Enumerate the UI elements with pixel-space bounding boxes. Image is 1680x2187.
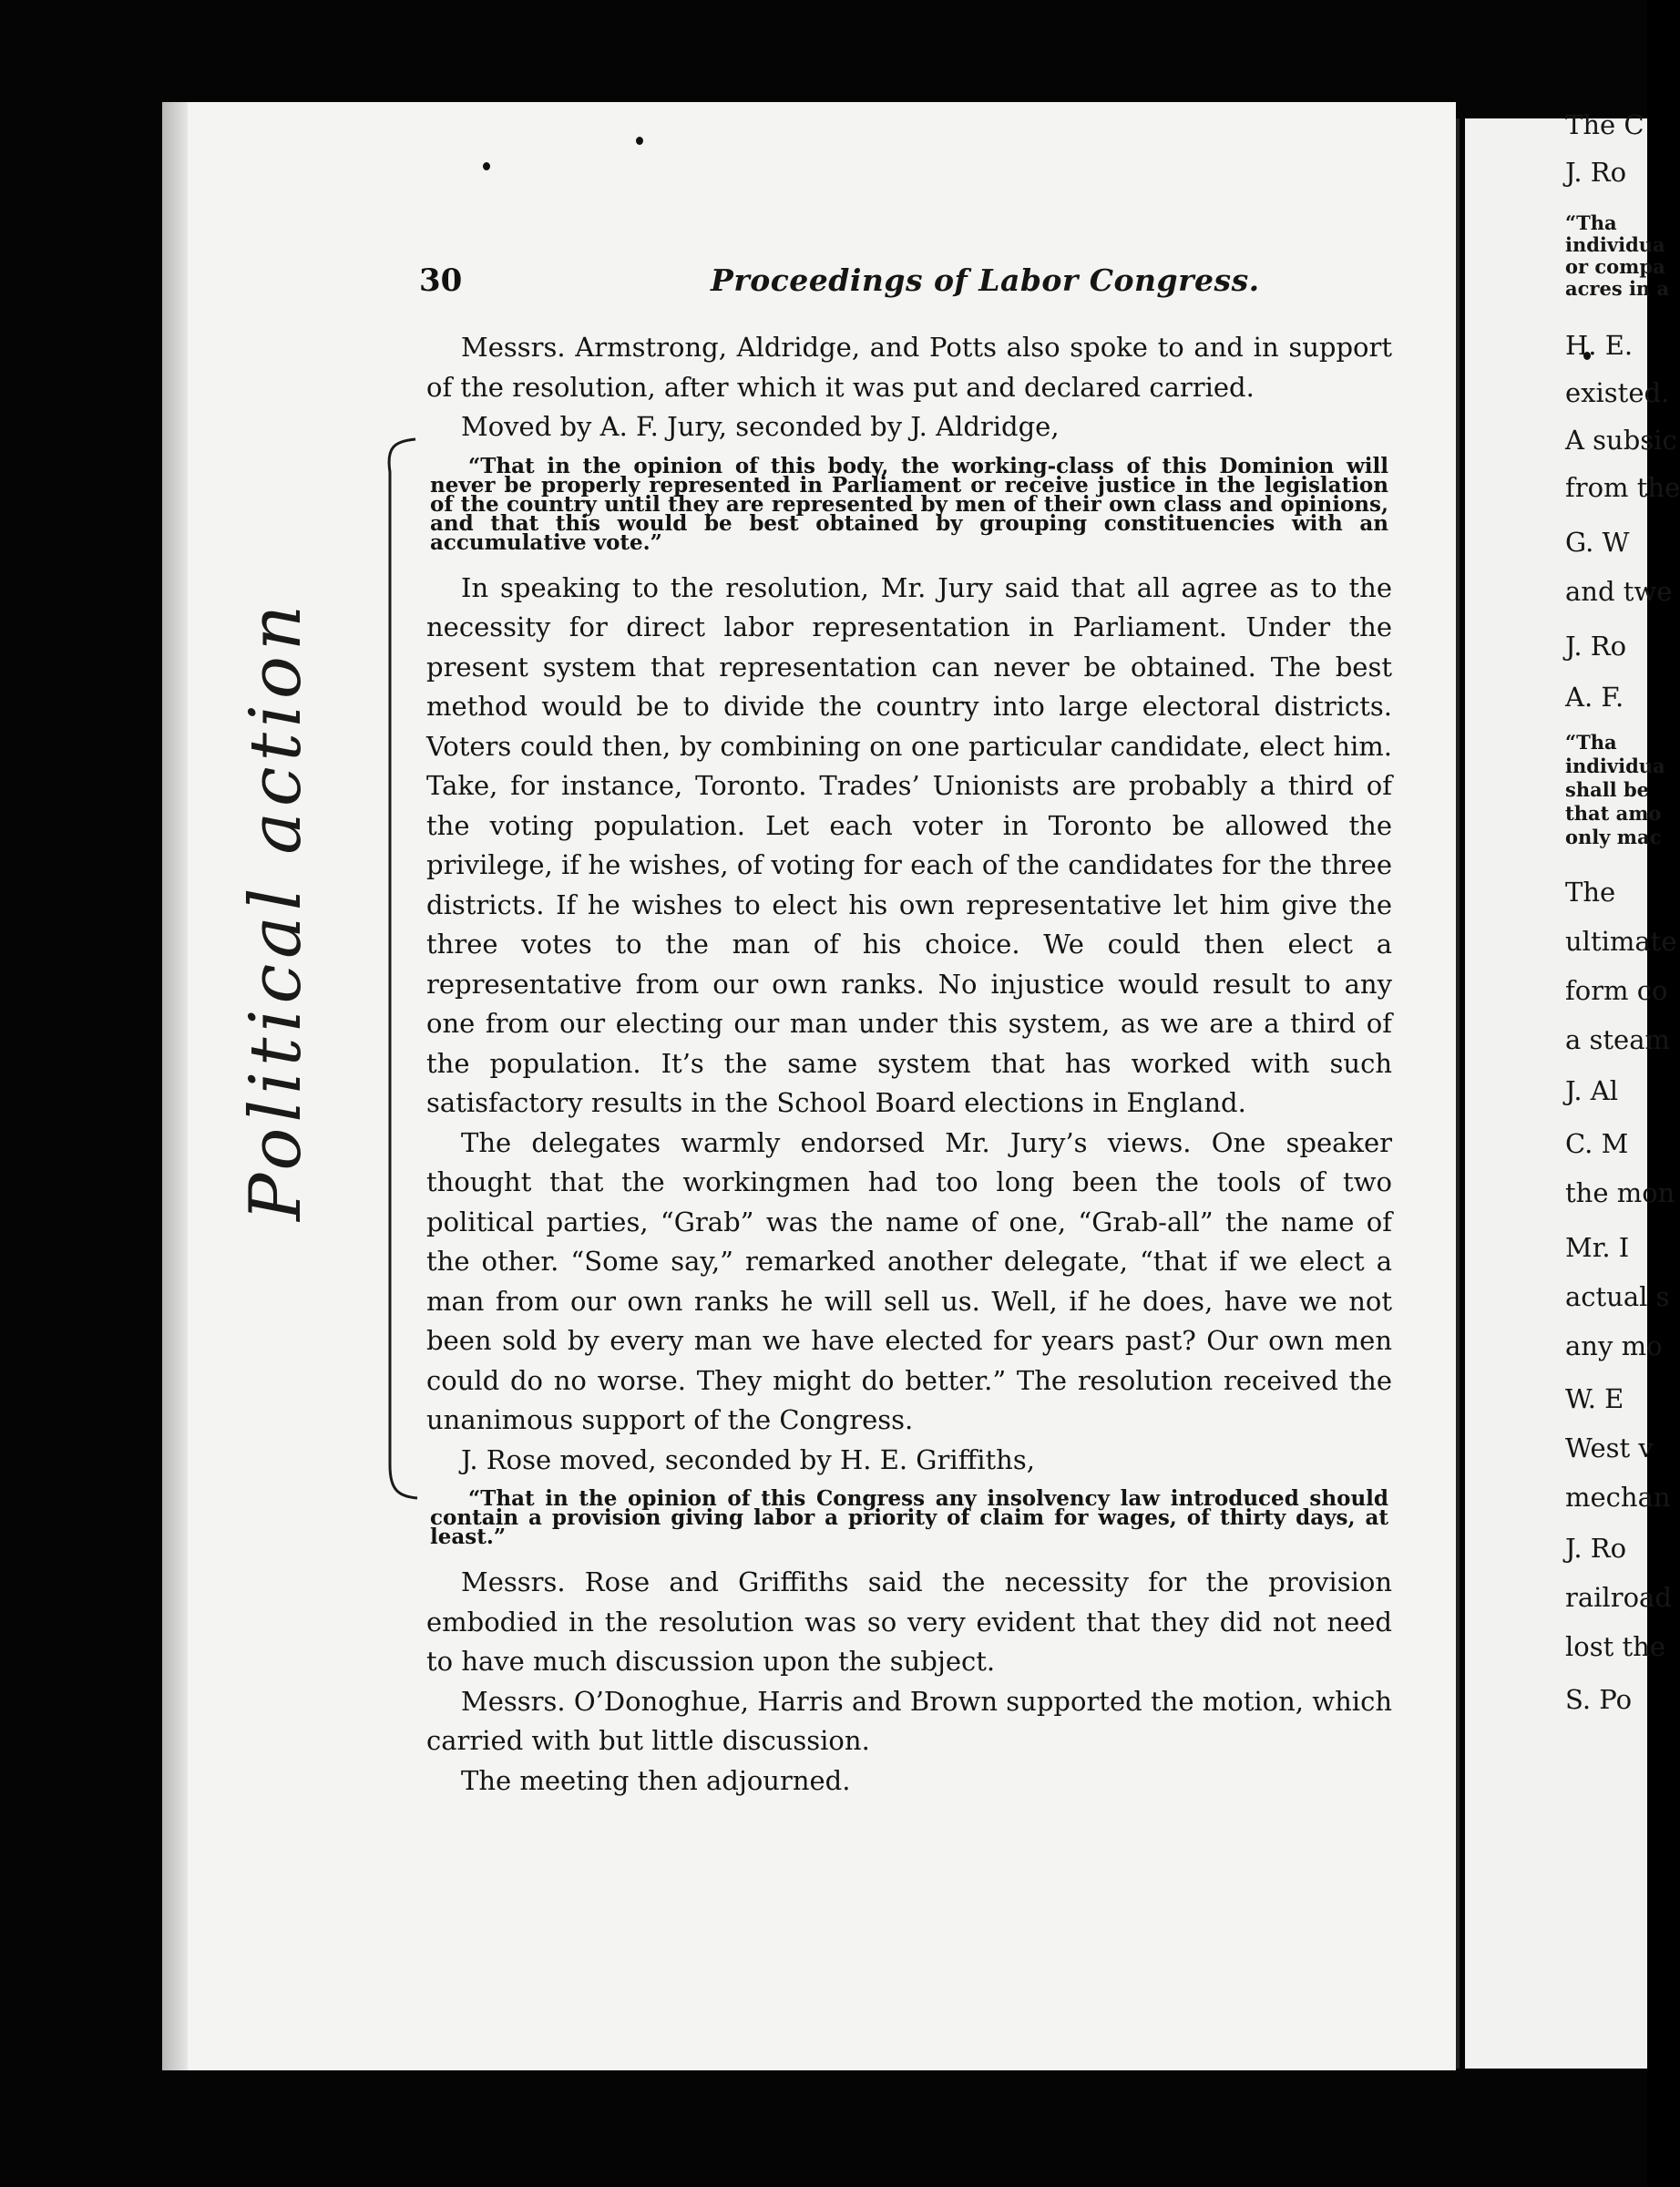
right-page-line: mechan xyxy=(1565,1482,1671,1513)
main-text-column xyxy=(426,328,1392,1801)
paragraph: The meeting then adjourned. xyxy=(461,1764,851,1796)
paragraph: Messrs. Rose and Griffiths said the necessity for the provision embodied in the resolution was so very evident that they did not need to have much discussion upon the subject. xyxy=(426,1566,1392,1677)
motion-line: Moved by A. F. Jury, seconded by J. Aldridge, xyxy=(461,411,1060,442)
right-page-line: J. Ro xyxy=(1565,631,1627,662)
right-page-line: form co xyxy=(1565,975,1668,1006)
right-page-line: H. E. xyxy=(1565,330,1634,361)
right-page-line: from the xyxy=(1565,472,1680,503)
right-page-line: shall be xyxy=(1565,778,1650,801)
right-page-line: A. F. xyxy=(1565,682,1624,713)
right-page-line: actual s xyxy=(1565,1281,1670,1312)
right-page-line: G. W xyxy=(1565,527,1630,558)
right-page-line: “Tha xyxy=(1565,211,1617,234)
motion-line: J. Rose moved, seconded by H. E. Griffiths, xyxy=(461,1443,1035,1475)
right-page-text xyxy=(1565,109,1680,1877)
right-page-line: J. Al xyxy=(1565,1075,1619,1106)
resolution-quote: “That in the opinion of this Congress any insolvency law introduced should contain a provision giving labor a priority of claim for wages, of thirty days, at least.” xyxy=(430,1486,1388,1549)
right-page-line: J. Ro xyxy=(1565,157,1627,188)
right-page-line: S. Po xyxy=(1565,1684,1633,1715)
paragraph: In speaking to the resolution, Mr. Jury said that all agree as to the necessity for direct labor representation in Parliament. Under the present system that representation can never be obtained. The best method would be to divide the country into large electoral districts. Voters could then, by combining on one particular candidate, elect him. Take, for instance, Toronto. Trades’ Unionists are probably a third of the voting population. Let each voter in Toronto be allowed the privilege, if he wishes, of voting for each of the candidates for the three districts. If he wishes to elect his own representative let him give the three votes to the man of his choice. We could then elect a representative from our own ranks. No injustice would result to any one from our electing our man under this system, as we are a third of the population. It’s the same system that has worked with such satisfactory results in the School Board elections in England. xyxy=(426,571,1392,1118)
right-page-line: C. M xyxy=(1565,1128,1629,1159)
right-page-line: the mon xyxy=(1565,1177,1675,1208)
right-page-line: or compa xyxy=(1565,255,1665,278)
handwritten-bracket xyxy=(381,436,417,1502)
running-title: Proceedings of Labor Congress. xyxy=(711,262,1260,298)
right-page-line: Mr. I xyxy=(1565,1232,1630,1263)
paragraph: Messrs. O’Donoghue, Harris and Brown supported the motion, which carried with but little discussion. xyxy=(426,1685,1392,1756)
right-page-line: ultimate xyxy=(1565,926,1677,957)
right-page-line: that amo xyxy=(1565,802,1662,825)
page-edge-shadow xyxy=(162,102,188,2070)
right-page-line: acres in a xyxy=(1565,277,1670,300)
handwritten-margin-note: Political action xyxy=(235,599,317,1221)
right-page-line: existed. xyxy=(1565,377,1670,408)
right-page-line: and twe xyxy=(1565,576,1673,607)
right-page-line: a steam xyxy=(1565,1024,1670,1055)
paragraph: Messrs. Armstrong, Aldridge, and Potts also spoke to and in support of the resolution, after which it was put and declared carried. xyxy=(426,332,1392,403)
right-page-line: West v xyxy=(1565,1432,1654,1463)
page-number: 30 xyxy=(419,262,463,299)
right-page-line: railroad xyxy=(1565,1582,1672,1613)
ink-speck xyxy=(483,162,490,170)
gutter-divider xyxy=(1456,118,1460,2069)
right-page-line: J. Ro xyxy=(1565,1533,1627,1564)
right-page-line: individua xyxy=(1565,755,1665,777)
right-page-line: W. E xyxy=(1565,1383,1624,1414)
resolution-quote: “That in the opinion of this body, the working-class of this Dominion will never be properly represented in Parliament or receive justice in the legislation of the country until they are represented by men of their own class and opinions, and that this would be best obtained by grouping constituencies with an accumulative vote.” xyxy=(430,453,1388,555)
right-page-line: individua xyxy=(1565,233,1665,256)
right-page-line: A subsic xyxy=(1565,425,1677,456)
paragraph: The delegates warmly endorsed Mr. Jury’s views. One speaker thought that the workingmen had too long been the tools of two political parties, “Grab” was the name of one, “Grab-all” the name of the other. “Some say,” remarked another delegate, “that if we elect a man from our own ranks he will sell us. Well, if he does, have we not been sold by every man we have elected for years past? Our own men could do no worse. They might do better.” The resolution received the unanimous support of the Congress. xyxy=(426,1126,1392,1435)
right-page-line: lost the xyxy=(1565,1631,1665,1662)
right-page-line: The C xyxy=(1565,109,1644,140)
ink-speck xyxy=(636,137,643,145)
page-header xyxy=(419,262,1439,308)
right-page-line: any mo xyxy=(1565,1330,1663,1361)
right-page-line: The xyxy=(1565,877,1616,908)
right-page-line: only mac xyxy=(1565,826,1662,848)
right-page-line: “Tha xyxy=(1565,731,1617,754)
